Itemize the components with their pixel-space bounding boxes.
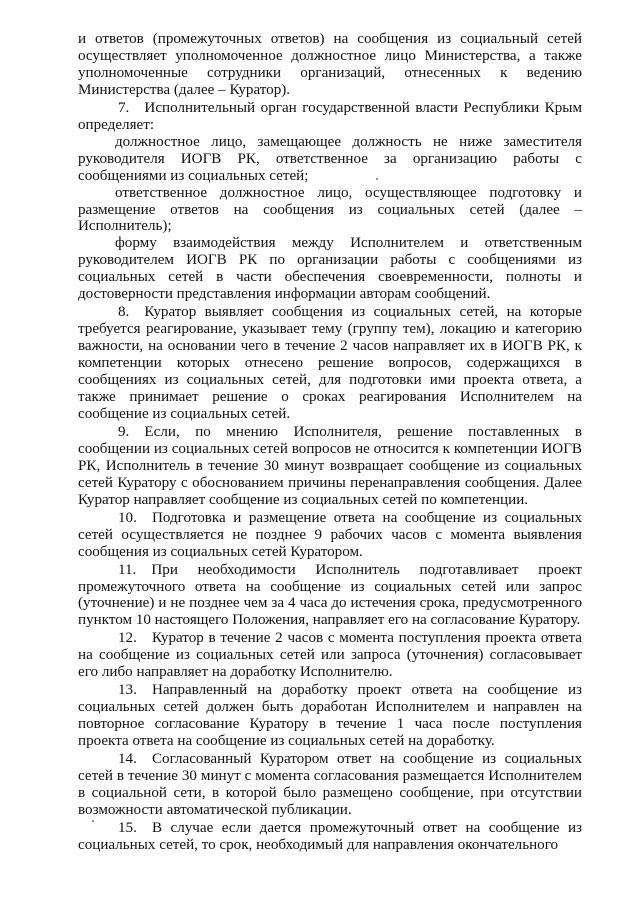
scan-speck <box>376 178 378 180</box>
paragraph-item-7-executor: ответственное должностное лицо, осуществляющее подготовку и размещение ответов на сообщения из социальных сетей (далее – Исполнитель); <box>78 184 582 235</box>
paragraph-item-11: 11. При необходимости Исполнитель подготавливает проект промежуточного ответа на сообщение из социальных сетей или запрос (уточнение) и не позднее чем за 4 часа до истечения срока, предусмотренного пунктом 10 настоящего Положения, направляет его на согласование Куратору. <box>78 561 582 629</box>
paragraph-item-13: 13. Направленный на доработку проект ответа на сообщение из социальных сетей должен быть доработан Исполнителем и направлен на повторное согласование Куратору в течение 1 часа после поступления проекта ответа на сообщение из социальных сетей на доработку. <box>78 682 582 750</box>
paragraph-continuation: и ответов (промежуточных ответов) на сообщения из социальный сетей осуществляет уполномоченное должностное лицо Министерства, а также уполномоченные сотрудники организаций, отнесенных к ведению Министерства (далее – Куратор). <box>78 31 582 98</box>
scan-speck <box>92 820 94 822</box>
paragraph-item-7: 7. Исполнительный орган государственной власти Республики Крым определяет: <box>78 99 582 133</box>
paragraph-item-15: 15. В случае если дается промежуточный ответ на сообщение из социальных сетей, то срок, необходимый для направления окончательного <box>78 819 582 853</box>
paragraph-item-7-responsible-official: должностное лицо, замещающее должность не ниже заместителя руководителя ИОГВ РК, ответственное за организацию работы с сообщениями из социальных сетей; <box>78 133 582 184</box>
paragraph-item-14: 14. Согласованный Куратором ответ на сообщение из социальных сетей в течение 30 минут с момента согласования размещается Исполнителем в социальной сети, в которой было размещено сообщение, при отсутствии возможности автоматической публикации. <box>78 751 582 818</box>
paragraph-item-10: 10. Подготовка и размещение ответа на сообщение из социальных сетей осуществляется не позднее 9 рабочих часов с момента выявления сообщения из социальных сетей Куратором. <box>78 509 582 560</box>
document-body <box>78 31 582 854</box>
paragraph-item-8: 8. Куратор выявляет сообщения из социальных сетей, на которые требуется реагирование, указывает тему (группу тем), локацию и категорию важности, на основании чего в течение 2 часов направляет их в ИОГВ РК, к компетенции которых отнесено решение вопросов, содержащихся в сообщениях из социальных сетей, для подготовки ими проекта ответа, а также принимает решение о сроках реагирования Исполнителем на сообщение из социальных сетей. <box>78 304 582 422</box>
paragraph-item-12: 12. Куратор в течение 2 часов с момента поступления проекта ответа на сообщение из социальных сетей или запроса (уточнения) согласовывает его либо направляет на доработку Исполнителю. <box>78 630 582 681</box>
paragraph-item-7-interaction-form: форму взаимодействия между Исполнителем и ответственным руководителем ИОГВ РК по организации работы с сообщениями из социальных сетей в части обеспечения своевременности, полноты и достоверности представления информации авторам сообщений. <box>78 235 582 303</box>
paragraph-item-9: 9. Если, по мнению Исполнителя, решение поставленных в сообщении из социальных сетей вопросов не относится к компетенции ИОГВ РК, Исполнитель в течение 30 минут возвращает сообщение из социальных сетей Куратору с обоснованием причины перенаправления сообщения. Далее Куратор направляет сообщение из социальных сетей по компетенции. <box>78 423 582 508</box>
